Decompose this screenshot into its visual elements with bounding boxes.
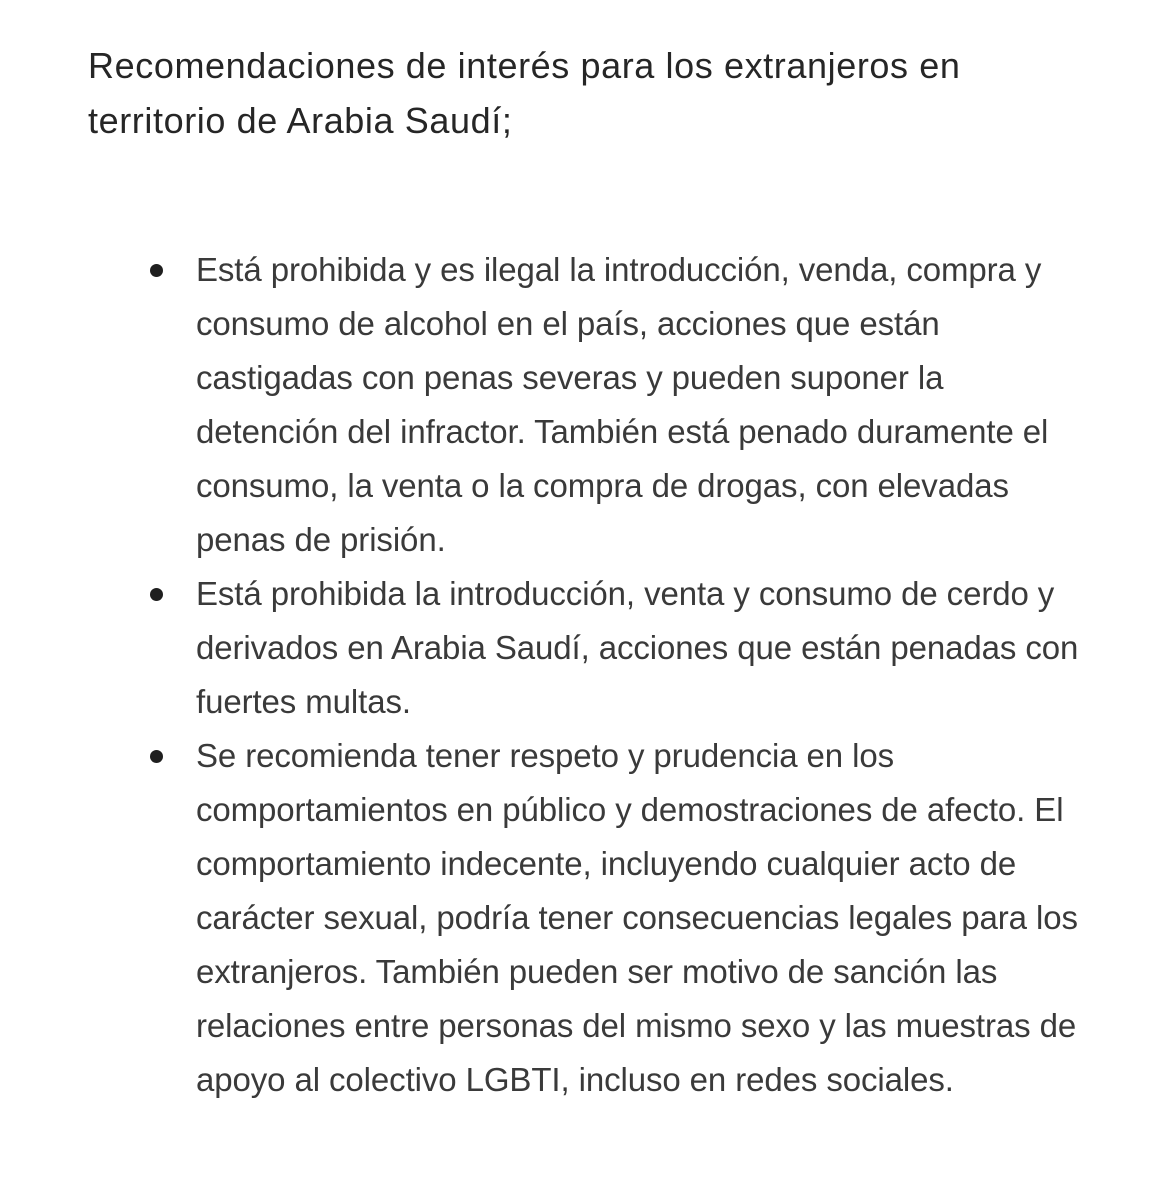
list-item-text: Está prohibida la introducción, venta y consumo de cerdo y derivados en Arabia Saudí, acciones que están penadas con fuertes multas. bbox=[196, 575, 1079, 720]
list-item bbox=[0, 729, 1086, 1107]
recommendations-list bbox=[0, 243, 1164, 1107]
bullet-icon bbox=[150, 264, 163, 277]
list-item bbox=[0, 567, 1086, 729]
list-item-text: Se recomienda tener respeto y prudencia en los comportamientos en público y demostraciones de afecto. El comportamiento indecente, incluyendo cualquier acto de carácter sexual, podría tener consecuencias legales para los extranjeros. También pueden ser motivo de sanción las relaciones entre personas del mismo sexo y las muestras de apoyo al colectivo LGBTI, incluso en redes sociales. bbox=[196, 737, 1078, 1098]
bullet-icon bbox=[150, 588, 163, 601]
bullet-icon bbox=[150, 750, 163, 763]
list-item bbox=[0, 243, 1086, 567]
page-heading: Recomendaciones de interés para los extranjeros en territorio de Arabia Saudí; bbox=[88, 45, 961, 141]
list-item-text: Está prohibida y es ilegal la introducción, venda, compra y consumo de alcohol en el país, acciones que están castigadas con penas severas y pueden suponer la detención del infractor. También está penado duramente el consumo, la venta o la compra de drogas, con elevadas penas de prisión. bbox=[196, 251, 1049, 558]
